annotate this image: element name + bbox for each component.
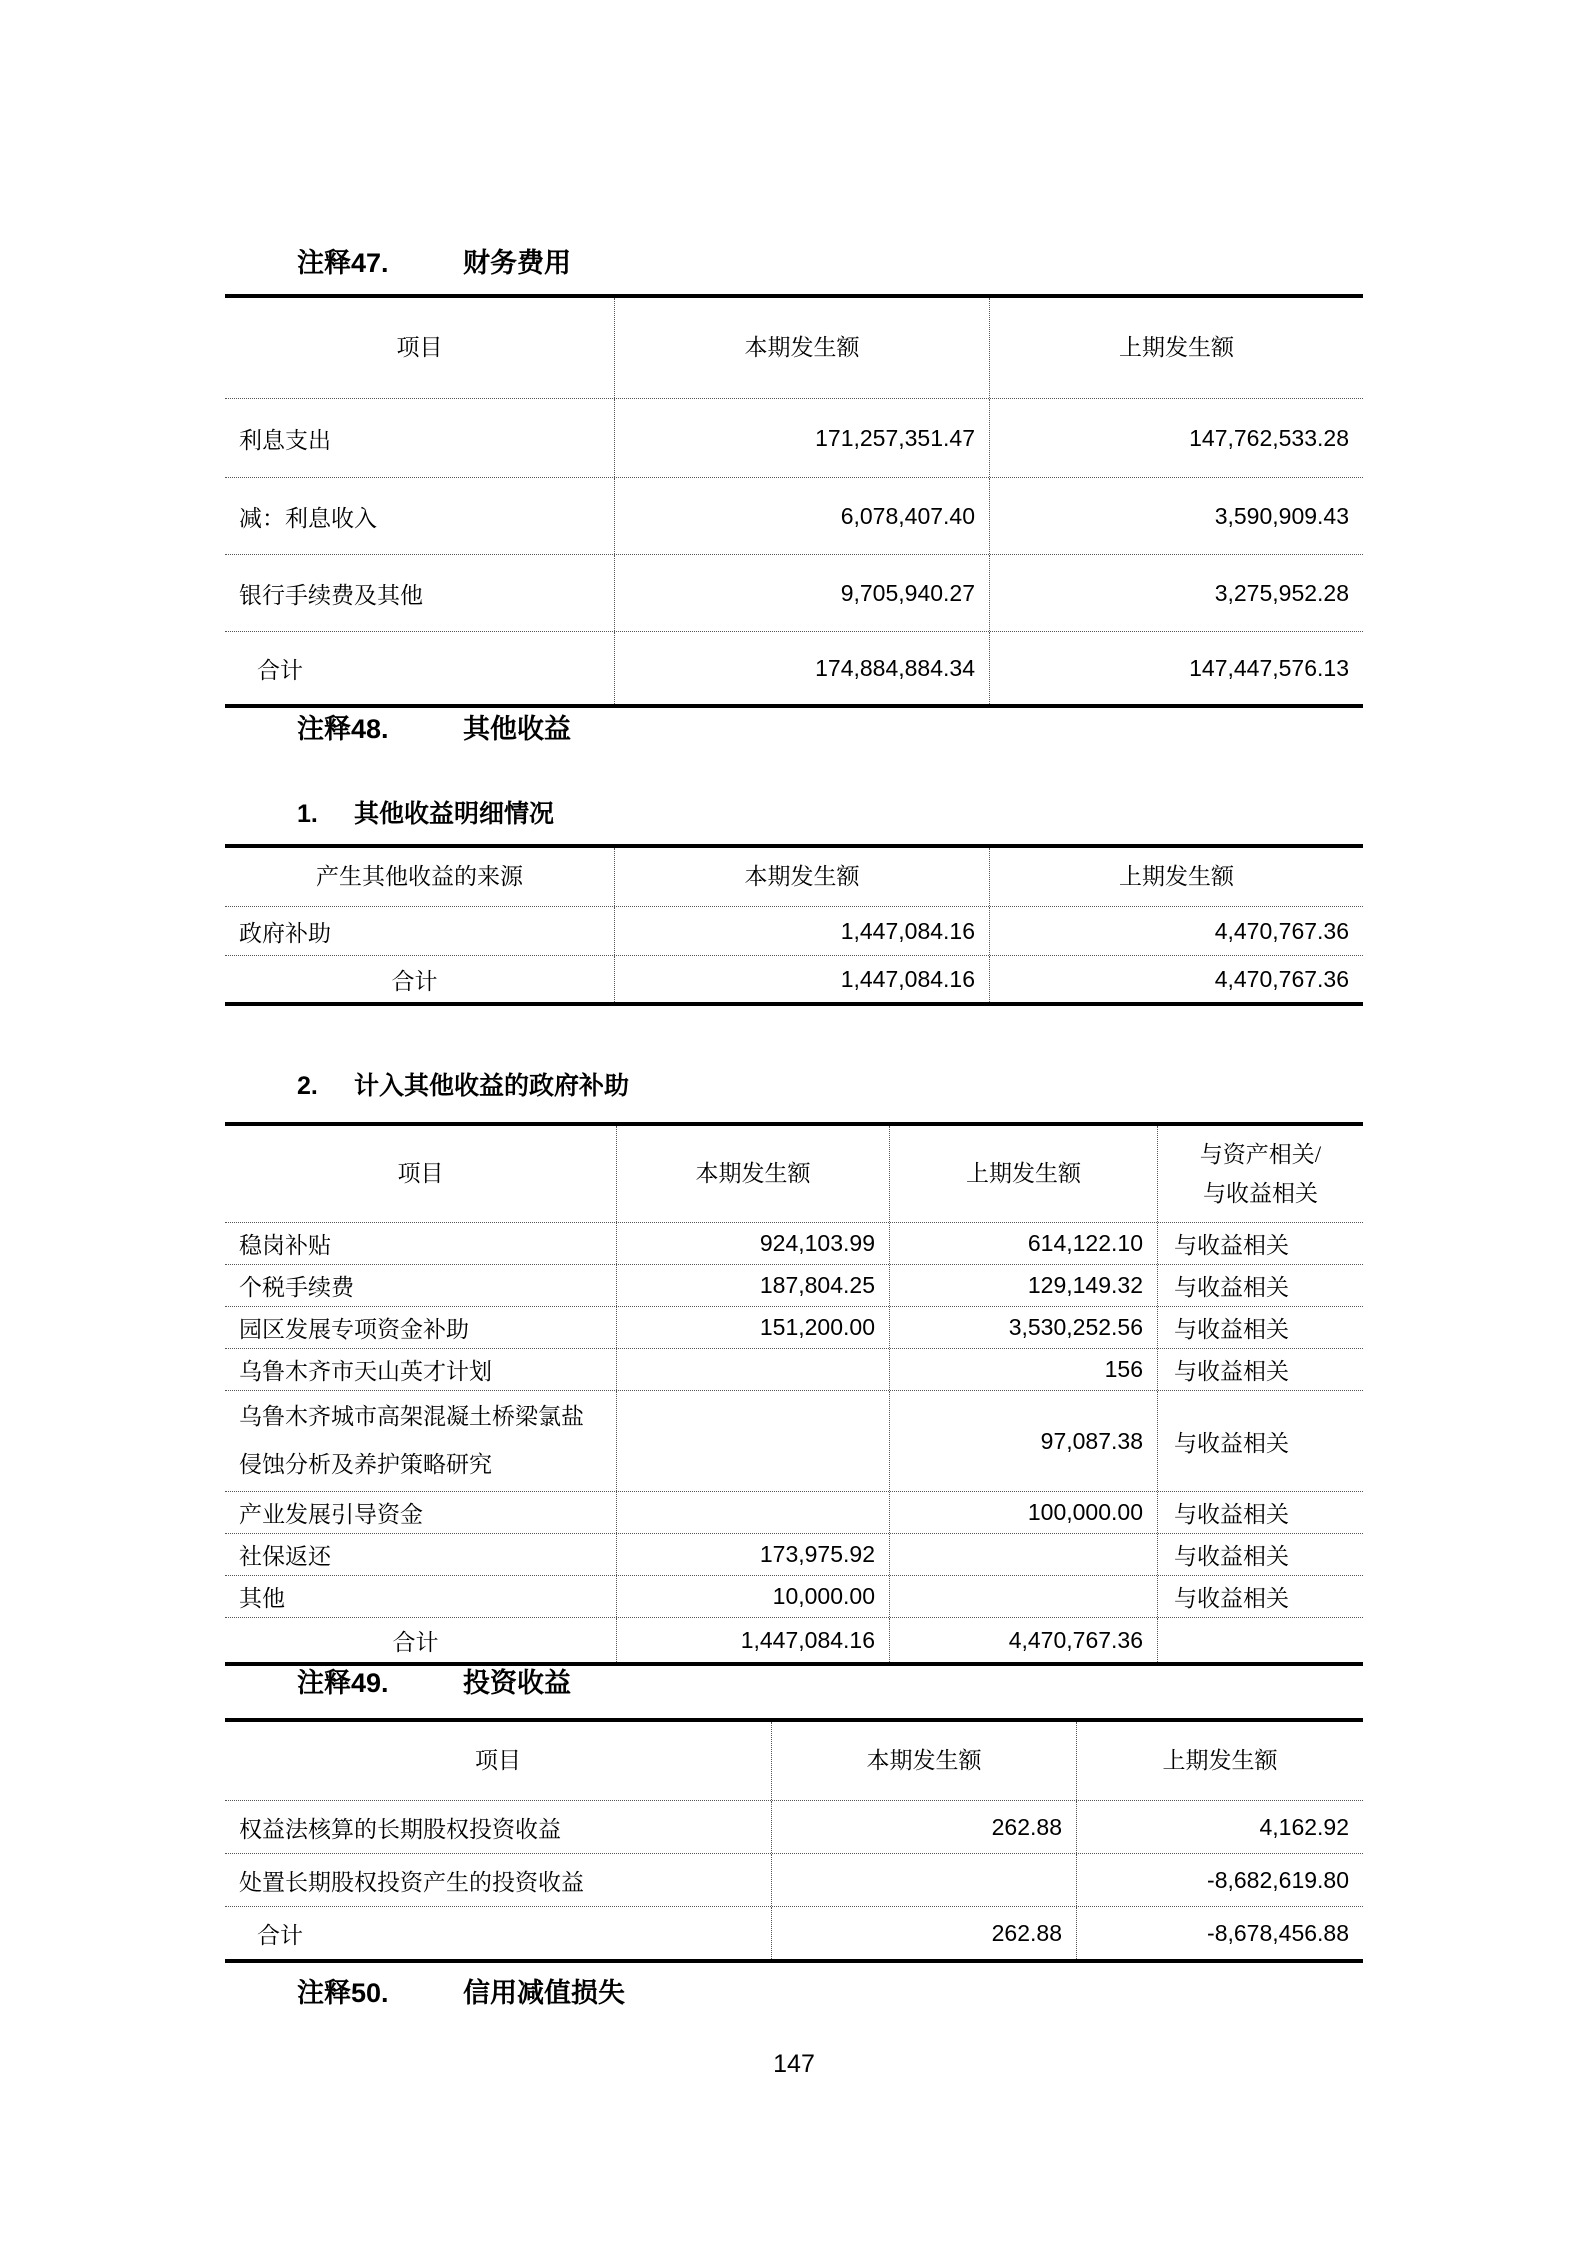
row-current: 10,000.00 [616,1576,889,1617]
row-prior [889,1576,1157,1617]
table-total-row [225,631,1363,704]
note49-title [297,1666,571,1700]
note50-number: 注释50. [297,1978,389,2008]
row-item: 银行手续费及其他 [239,582,423,608]
table-header-row [225,848,1363,906]
note49-number: 注释49. [297,1668,389,1698]
note48-sub2-table [225,1122,1363,1666]
column-header [1157,1126,1363,1222]
note48-sub1-number: 1. [297,800,318,828]
row-relation: 与收益相关 [1157,1223,1363,1264]
row-prior: 3,275,952.28 [989,555,1363,631]
note47-number: 注释47. [297,248,389,278]
note47-title [297,246,571,280]
row-prior: 4,470,767.36 [989,907,1363,955]
row-prior: 4,470,767.36 [889,1618,1157,1662]
row-current: 262.88 [771,1801,1076,1853]
row-prior: 129,149.32 [889,1265,1157,1306]
row-current [616,1391,889,1491]
table-row [225,554,1363,631]
row-item: 合计 [257,657,303,683]
column-header: 本期发生额 [614,298,989,398]
row-prior: 4,470,767.36 [989,956,1363,1002]
column-header-line2: 与收益相关 [1202,1181,1318,1206]
row-current: 1,447,084.16 [614,907,989,955]
row-item: 合计 [257,1922,303,1948]
note50-title-text: 信用减值损失 [463,1978,625,2008]
table-row [225,906,1363,955]
table-header-row [225,298,1363,398]
row-current: 151,200.00 [616,1307,889,1348]
table-total-row [225,1617,1363,1662]
row-item: 产业发展引导资金 [239,1502,423,1527]
note48-title-text: 其他收益 [463,714,571,744]
row-prior: 3,590,909.43 [989,478,1363,554]
table-total-row [225,955,1363,1002]
row-relation: 与收益相关 [1157,1265,1363,1306]
row-item: 其他 [239,1586,285,1611]
row-relation: 与收益相关 [1157,1349,1363,1390]
row-prior [889,1534,1157,1575]
row-prior: 156 [889,1349,1157,1390]
table-row [225,398,1363,477]
note48-sub1-title [297,798,554,830]
column-header: 上期发生额 [889,1126,1157,1222]
column-header: 本期发生额 [614,848,989,906]
note49-title-text: 投资收益 [463,1668,571,1698]
row-current: 171,257,351.47 [614,399,989,477]
row-item: 合计 [392,1629,439,1655]
column-header: 上期发生额 [989,848,1363,906]
note48-title [297,712,571,746]
row-current [616,1492,889,1533]
row-relation: 与收益相关 [1157,1492,1363,1533]
page-number: 147 [773,2050,815,2078]
row-prior: 614,122.10 [889,1223,1157,1264]
row-relation: 与收益相关 [1157,1576,1363,1617]
note48-sub2-title [297,1070,629,1102]
row-item: 处置长期股权投资产生的投资收益 [239,1869,584,1895]
table-row [225,1533,1363,1575]
note49-table [225,1718,1363,1963]
row-item: 稳岗补贴 [239,1233,331,1258]
column-header: 上期发生额 [1076,1722,1363,1800]
row-current: 174,884,884.34 [614,632,989,704]
table-total-row [225,1906,1363,1959]
note47-table [225,294,1363,708]
column-header: 本期发生额 [771,1722,1076,1800]
note48-number: 注释48. [297,714,389,744]
row-relation [1157,1618,1363,1662]
column-header-line1: 与资产相关/ [1199,1141,1322,1167]
row-current: 1,447,084.16 [616,1618,889,1662]
row-prior: -8,678,456.88 [1076,1907,1363,1959]
row-item: 园区发展专项资金补助 [239,1317,469,1342]
row-item: 社保返还 [239,1544,331,1569]
row-prior: 3,530,252.56 [889,1307,1157,1348]
note50-title [297,1976,625,2010]
row-item: 权益法核算的长期股权投资收益 [239,1816,561,1842]
table-header-row [225,1722,1363,1800]
row-current: 187,804.25 [616,1265,889,1306]
column-header: 本期发生额 [616,1126,889,1222]
row-relation: 与收益相关 [1157,1391,1363,1491]
note48-sub1-title-text: 其他收益明细情况 [354,800,555,828]
table-row [225,1853,1363,1906]
row-prior: 147,447,576.13 [989,632,1363,704]
row-current: 173,975.92 [616,1534,889,1575]
row-current: 262.88 [771,1907,1076,1959]
column-header: 产生其他收益的来源 [316,864,523,890]
row-item: 减：利息收入 [239,505,377,531]
table-row [225,1390,1363,1491]
row-prior: 100,000.00 [889,1492,1157,1533]
row-item: 利息支出 [239,427,331,453]
row-item: 乌鲁木齐城市高架混凝土桥梁氯盐侵蚀分析及养护策略研究 [239,1403,584,1477]
row-current: 924,103.99 [616,1223,889,1264]
row-current: 6,078,407.40 [614,478,989,554]
note47-title-text: 财务费用 [463,248,571,278]
row-prior: -8,682,619.80 [1076,1854,1363,1906]
table-row [225,1575,1363,1617]
row-item: 政府补助 [239,920,331,946]
table-row [225,1800,1363,1853]
table-row [225,1348,1363,1390]
row-item: 合计 [391,968,438,994]
column-header: 项目 [475,1748,521,1774]
row-current: 9,705,940.27 [614,555,989,631]
row-prior: 97,087.38 [889,1391,1157,1491]
row-current [771,1854,1076,1906]
table-header-row [225,1126,1363,1222]
note48-sub2-number: 2. [297,1072,318,1100]
row-current: 1,447,084.16 [614,956,989,1002]
column-header: 上期发生额 [989,298,1363,398]
row-relation: 与收益相关 [1157,1534,1363,1575]
table-row [225,477,1363,554]
row-relation: 与收益相关 [1157,1307,1363,1348]
row-item: 个税手续费 [239,1275,354,1300]
table-row [225,1222,1363,1264]
column-header: 项目 [397,1161,444,1187]
row-current [616,1349,889,1390]
row-prior: 4,162.92 [1076,1801,1363,1853]
column-header: 项目 [396,335,443,361]
table-row [225,1264,1363,1306]
note48-sub2-title-text: 计入其他收益的政府补助 [354,1072,630,1100]
table-row [225,1491,1363,1533]
row-item: 乌鲁木齐市天山英才计划 [239,1359,492,1384]
row-prior: 147,762,533.28 [989,399,1363,477]
table-row [225,1306,1363,1348]
note48-sub1-table [225,844,1363,1006]
